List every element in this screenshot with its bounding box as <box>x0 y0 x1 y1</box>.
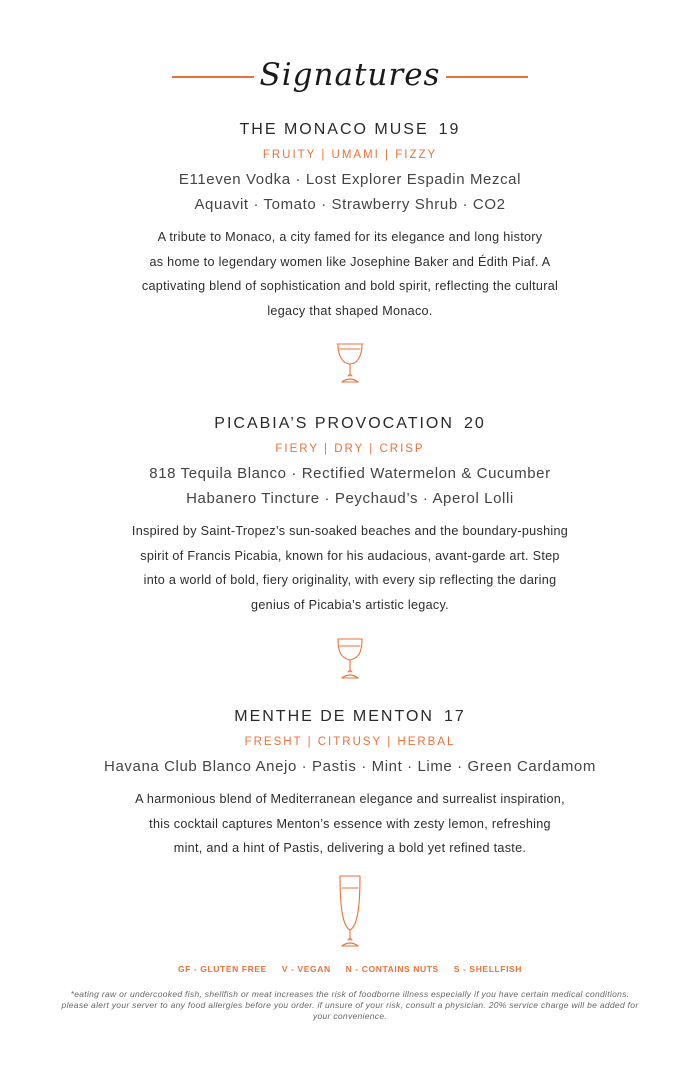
coupe-glass-icon <box>334 340 366 386</box>
health-disclaimer: *eating raw or undercooked fish, shellfish or meat increases the risk of foodborne illness especially if you have certain medical conditions. please alert your server to any food allergies before you order. if unsure of your risk, consult a physician. 20% service charge will be added for your convenience. <box>61 989 639 1021</box>
drink-ingredients <box>0 167 700 217</box>
ingredient-line: Havana Club Blanco Anejo · Pastis · Mint · Lime · Green Cardamom <box>104 758 596 775</box>
ingredient-line: E11even Vodka · Lost Explorer Espadin Mezcal <box>178 171 522 188</box>
description-line: spirit of Francis Picabia, known for his audacious, avant-garde art. Step <box>140 548 560 563</box>
dietary-legend <box>0 964 700 974</box>
drink-tags: FRESHT | CITRUSY | HERBAL <box>244 736 456 748</box>
drink-name-line <box>0 119 700 141</box>
section-title: Signatures <box>259 57 441 93</box>
legend-item: GF - GLUTEN FREE <box>177 964 267 974</box>
drink-name-line <box>0 413 700 435</box>
collins-glass-icon <box>337 874 363 950</box>
drink-description <box>80 519 620 617</box>
drink-name: MENTHE DE MENTON <box>234 708 434 725</box>
drink-price: 20 <box>463 415 486 432</box>
drink-ingredients <box>0 461 700 511</box>
drink-name: THE MONACO MUSE <box>239 121 429 138</box>
drink-price: 17 <box>443 708 466 725</box>
drink-monaco-muse <box>0 119 700 323</box>
drink-name: PICABIA’S PROVOCATION <box>214 415 454 432</box>
description-line: genius of Picabia’s artistic legacy. <box>251 597 449 612</box>
ingredient-line: Habanero Tincture · Peychaud’s · Aperol Lolli <box>186 490 514 507</box>
drink-tags: FRUITY | UMAMI | FIZZY <box>262 149 438 161</box>
legend-item: V - VEGAN <box>281 964 331 974</box>
drink-tags: FIERY | DRY | CRISP <box>275 443 425 455</box>
description-line: captivating blend of sophistication and bold spirit, reflecting the cultural <box>141 279 559 293</box>
description-line: as home to legendary women like Josephine Baker and Édith Piaf. A <box>149 254 551 269</box>
description-line: into a world of bold, fiery originality, with every sip reflecting the daring <box>143 573 557 587</box>
description-line: mint, and a hint of Pastis, delivering a bold yet refined taste. <box>173 841 527 855</box>
drink-picabias-provocation <box>0 413 700 617</box>
legend-item: S - SHELLFISH <box>453 964 523 974</box>
rocks-glass-icon <box>335 636 365 682</box>
drink-price: 19 <box>438 121 461 138</box>
description-line: legacy that shaped Monaco. <box>267 303 433 318</box>
description-line: A harmonious blend of Mediterranean elegance and surrealist inspiration, <box>135 792 565 806</box>
menu-header <box>0 52 700 102</box>
legend-item: N - CONTAINS NUTS <box>345 964 439 974</box>
drink-ingredients <box>0 754 700 779</box>
ingredient-line: Aquavit · Tomato · Strawberry Shrub · CO2 <box>194 196 506 213</box>
drink-menthe-de-menton <box>0 706 700 861</box>
description-line: this cocktail captures Menton’s essence with zesty lemon, refreshing <box>149 816 551 831</box>
drink-description <box>80 787 620 861</box>
description-line: Inspired by Saint-Tropez’s sun-soaked beaches and the boundary-pushing <box>131 524 569 538</box>
drink-name-line <box>0 706 700 728</box>
header-rule-right <box>446 76 528 78</box>
header-rule-left <box>172 76 254 78</box>
drink-description <box>90 225 610 323</box>
ingredient-line: 818 Tequila Blanco · Rectified Watermelon & Cucumber <box>149 465 551 482</box>
description-line: A tribute to Monaco, a city famed for its elegance and long history <box>157 230 543 244</box>
